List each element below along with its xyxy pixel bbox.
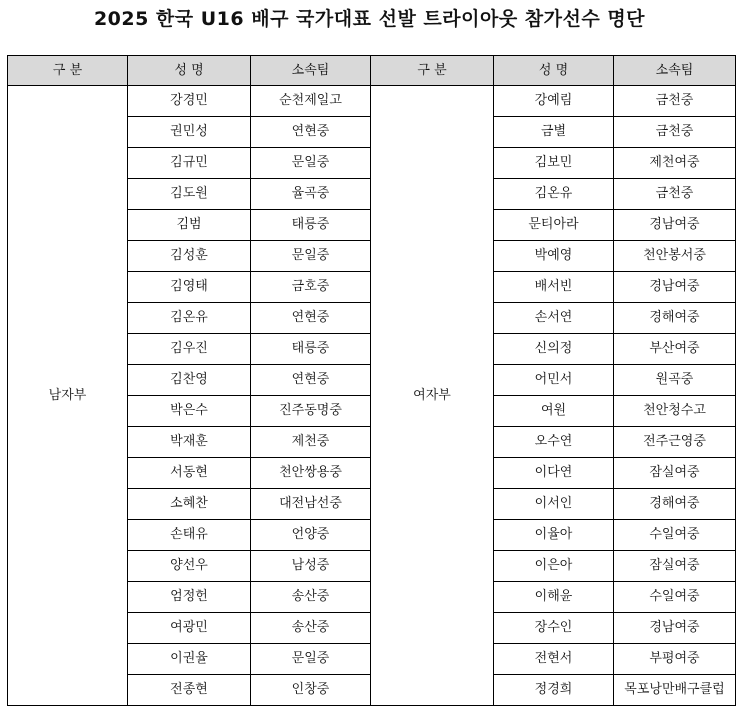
player-team-girls: 부평여중	[614, 644, 736, 675]
player-name-boys: 강경민	[128, 86, 251, 117]
player-team-boys: 인창중	[251, 675, 371, 706]
player-name-boys: 김온유	[128, 303, 251, 334]
player-team-boys: 태릉중	[251, 210, 371, 241]
player-name-girls: 박예영	[494, 241, 614, 272]
player-name-girls: 이율아	[494, 520, 614, 551]
player-name-boys: 김영태	[128, 272, 251, 303]
player-team-boys: 문일중	[251, 148, 371, 179]
player-team-boys: 대전남선중	[251, 489, 371, 520]
player-name-girls: 이해윤	[494, 582, 614, 613]
player-name-boys: 엄정헌	[128, 582, 251, 613]
player-name-girls: 손서연	[494, 303, 614, 334]
player-team-boys: 순천제일고	[251, 86, 371, 117]
header-team-girls: 소속팀	[614, 56, 736, 86]
player-name-girls: 금별	[494, 117, 614, 148]
player-name-girls: 문티아라	[494, 210, 614, 241]
player-team-boys: 연현중	[251, 303, 371, 334]
player-team-girls: 경남여중	[614, 210, 736, 241]
player-team-girls: 금천중	[614, 179, 736, 210]
player-team-girls: 경남여중	[614, 613, 736, 644]
player-name-boys: 김도원	[128, 179, 251, 210]
player-name-girls: 정경희	[494, 675, 614, 706]
player-name-boys: 김성훈	[128, 241, 251, 272]
player-team-boys: 송산중	[251, 582, 371, 613]
player-name-girls: 어민서	[494, 365, 614, 396]
player-team-boys: 남성중	[251, 551, 371, 582]
header-name-girls: 성 명	[494, 56, 614, 86]
player-team-girls: 천안봉서중	[614, 241, 736, 272]
player-team-boys: 진주동명중	[251, 396, 371, 427]
player-team-boys: 제천중	[251, 427, 371, 458]
player-team-girls: 제천여중	[614, 148, 736, 179]
player-name-boys: 양선우	[128, 551, 251, 582]
player-name-girls: 오수연	[494, 427, 614, 458]
player-name-girls: 신의정	[494, 334, 614, 365]
player-team-girls: 경해여중	[614, 489, 736, 520]
player-name-girls: 장수인	[494, 613, 614, 644]
player-name-girls: 이은아	[494, 551, 614, 582]
group-label-boys: 남자부	[8, 86, 128, 706]
player-name-girls: 배서빈	[494, 272, 614, 303]
player-team-boys: 문일중	[251, 241, 371, 272]
player-name-girls: 이다연	[494, 458, 614, 489]
player-team-girls: 천안청수고	[614, 396, 736, 427]
header-row	[8, 56, 736, 86]
player-team-girls: 경남여중	[614, 272, 736, 303]
player-name-boys: 소혜찬	[128, 489, 251, 520]
player-team-boys: 언양중	[251, 520, 371, 551]
player-team-girls: 부산여중	[614, 334, 736, 365]
player-name-girls: 김온유	[494, 179, 614, 210]
page-title: 2025 한국 U16 배구 국가대표 선발 트라이아웃 참가선수 명단	[93, 8, 646, 30]
player-team-boys: 문일중	[251, 644, 371, 675]
player-team-boys: 율곡중	[251, 179, 371, 210]
player-name-boys: 김우진	[128, 334, 251, 365]
player-team-boys: 금호중	[251, 272, 371, 303]
player-team-girls: 전주근영중	[614, 427, 736, 458]
player-name-boys: 박은수	[128, 396, 251, 427]
player-team-girls: 수일여중	[614, 582, 736, 613]
player-name-boys: 여광민	[128, 613, 251, 644]
table-row	[8, 86, 736, 117]
header-team-boys: 소속팀	[251, 56, 371, 86]
player-team-girls: 금천중	[614, 117, 736, 148]
roster-table	[7, 55, 736, 706]
header-category-girls: 구 분	[371, 56, 494, 86]
player-name-girls: 전현서	[494, 644, 614, 675]
player-team-girls: 잠실여중	[614, 458, 736, 489]
player-name-boys: 권민성	[128, 117, 251, 148]
player-name-boys: 박재훈	[128, 427, 251, 458]
roster-body	[8, 86, 736, 706]
player-name-girls: 여원	[494, 396, 614, 427]
player-name-boys: 전종현	[128, 675, 251, 706]
player-name-girls: 김보민	[494, 148, 614, 179]
player-name-boys: 서동현	[128, 458, 251, 489]
player-team-girls: 원곡중	[614, 365, 736, 396]
player-team-girls: 잠실여중	[614, 551, 736, 582]
group-label-girls: 여자부	[371, 86, 494, 706]
player-team-girls: 경해여중	[614, 303, 736, 334]
player-team-boys: 연현중	[251, 117, 371, 148]
player-team-boys: 연현중	[251, 365, 371, 396]
player-team-boys: 송산중	[251, 613, 371, 644]
header-category-boys: 구 분	[8, 56, 128, 86]
player-name-boys: 김찬영	[128, 365, 251, 396]
player-name-boys: 김범	[128, 210, 251, 241]
player-team-girls: 수일여중	[614, 520, 736, 551]
player-team-boys: 천안쌍용중	[251, 458, 371, 489]
player-name-boys: 손태유	[128, 520, 251, 551]
header-name-boys: 성 명	[128, 56, 251, 86]
player-name-girls: 강예림	[494, 86, 614, 117]
player-team-girls: 금천중	[614, 86, 736, 117]
player-name-boys: 김규민	[128, 148, 251, 179]
player-team-girls: 목포낭만배구클럽	[614, 675, 736, 706]
player-team-boys: 태릉중	[251, 334, 371, 365]
player-name-boys: 이권율	[128, 644, 251, 675]
player-name-girls: 이서인	[494, 489, 614, 520]
